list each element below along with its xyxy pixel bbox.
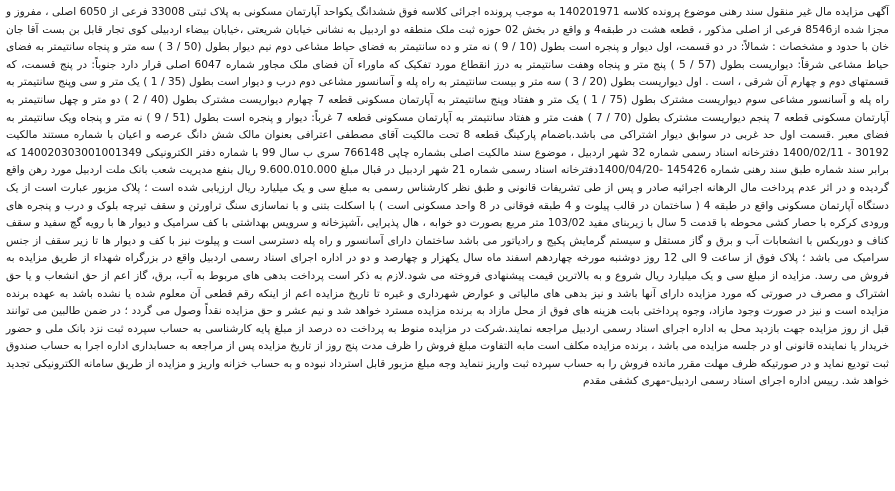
auction-notice-body: آگهی مزایده مال غیر منقول سند رهنی موضوع پرونده کلاسه 140201971 به موجب پرونده اجرائی کلاسه فوق ششدانگ یکواحد آپارتمان مسکونی به پلاک ثبتی 33008 فرعی از 6050 اصلی ، مفروز و مجزا شده از8546 فرعی از اصلی مذکور ، قطعه هشت در طبقه4 و واقع در بخش 02 حوزه ثبت ملک منطقه دو اردبیل به نشانی خیابان شریعتی ،خیابان بیضاء اردبیلی کوی تجار قابل بن بست آقا جان خان با حدود و مشخصات : شمالاً: در دو قسمت، اول دیوار و پنجره است بطول (10 / 9 ) نه متر و ده سانتیمتر به فضای حیاط مشاعی دوم نیم دیوار بطول (50 / 3 ) سه متر و پنجاه سانتیمتر به فضای حیاط مشاعی شرقاً: دیواریست بطول (57 / 5 ) پنج متر و پنجاه وهفت سانتیمتر به درز انقطاع مورد تفکیک که ماوراء آن فضای ملک مجاور شماره 6047 اصلی قرار دارد جنوباً: در پنج قسمت، که قسمتهای دوم و چهارم آن شرقی ، است . اول دیواریست بطول (20 / 3 ) سه متر و بیست سانتیمتر به راه پله و آسانسور مشاعی دوم درب و دیوار است بطول (35 / 1 ) یک متر و سی وپنج سانتیمتر به راه پله و آسانسور مشاعی سوم دیواریست مشترک بطول (75 / 1 ) یک متر و هفتاد وپنج سانتیمتر به آپارتمان مسکونی قطعه 7 چهارم دیواریست مشترک بطول (40 / 2 ) دو متر و چهل سانتیمتر به آپارتمان مسکونی قطعه 7 پنجم دیواریست مشترک بطول (70 / 7 ) هفت متر و هفتاد سانتیمتر به آپارتمان مسکونی قطعه 7 غرباً: دیوار و پنجره است بطول (51 / 9 ) نه متر و پنجاه ویک سانتیمتر به فضای معبر .قسمت اول حد غربی در سوابق دیوار اشتراکی می باشد.باضمام پارکینگ قطعه 8 تحت مالکیت آقای مصطفی اعترافی بعنوان مالک شش دانگ عرصه و اعیان با شماره مستند مالکیت 30192 - 1400/02/11 دفترخانه اسناد رسمی شماره 32 شهر اردبیل ، موضوع سند مالکیت اصلی بشماره چاپی 766148 سری ب سال 99 با شماره دفتر الکترونیکی 140020303001001349 که برابر سند شماره طبق سند رهنی شماره 145426 -1400/04/20دفترخانه اسناد رسمی شماره 21 شهر اردبیل در قبال مبلغ 9.600.010.000 ریال بنفع مدیریت شعب بانک ملت اردبیل مورد رهن واقع گردیده و در اثر عدم پرداخت مال الرهانه اجرائیه صادر و پس از طی تشریفات قانونی و طبق نظر کارشناس رسمی به مبلغ سی و یک میلیارد ریال ارزیابی شده است ؛ پلاک مزبور عبارت است از یک دستگاه آپارتمان مسکونی واقع در طبقه 4 ( ساختمان در قالب پیلوت و 4 طبقه فوقانی در 8 واحد مسکونی است ) با اسکلت بتنی و با نماسازی سنگ تراورتن و سقف تیرچه بلوک و درب و پنجره های ورودی کرکره با حصار کشی محوطه با قدمت 5 سال با زیربنای مفید 103/02 متر مربع بصورت دو خوابه ، هال پذیرایی ،آشپزخانه و سرویس بهداشتی با کف سرامیک و دیوار ها با رویه گچ سفید و سقف کناف و دوربکس با انشعابات آب و برق و گاز مستقل و سیستم گرمایش پکیج و رادیاتور می باشد ساختمان دارای آسانسور و راه پله دسترسی است و پیلوت نیز با کف و دیوار ها تا زیر سقف از جنس سرامیک می باشد ؛ پلاک فوق از ساعت 9 الی 12 روز دوشنبه مورخه چهاردهم اسفند ماه سال یکهزار و چهارصد و دو در اداره اجرای اسناد رسمی اردبیل واقع در بزرگراه شهداء از طریق مزایده به فروش می رسد. مزایده از مبلغ سی و یک میلیارد ریال شروع و به بالاترین قیمت پیشنهادی فروخته می شود.لازم به ذکر است پرداخت بدهی های مربوط به آب، برق، گاز اعم از حق انشعاب و یا حق اشتراک و مصرف در صورتی که مورد مزایده دارای آنها باشد و نیز بدهی های مالیاتی و عوارض شهرداری و غیره تا تاریخ مزایده اعم از اینکه رقم قطعی آن معلوم شده یا نشده باشد به عهده برنده مزایده است و نیز در صورت وجود مازاد، وجوه پرداختی بابت هزینه های فوق از محل مازاد به برنده مزایده مسترد خواهد شد و نیم عشر و حق مزایده نقداً وصول می گردد ؛ در ضمن طالبین می توانند قبل از روز مزایده جهت بازدید محل به اداره اجرای اسناد رسمی اردبیل مراجعه نمایند.شرکت در مزایده منوط به پرداخت ده درصد از مبلغ پایه کارشناسی به حساب سپرده ثبت نزد بانک ملی و حضور خریدار یا نماینده قانونی او در جلسه مزایده می باشد ، برنده مزایده مکلف است مابه التفاوت مبلغ فروش را ظرف مدت پنج روز از تاریخ مزایده پس از مراجعه به حسابداری اداره اجرا به حساب صندوق ثبت تودیع نماید و در صورتیکه ظرف مهلت مقرر مانده فروش را به حساب سپرده ثبت واریز ننماید وجه مبلغ مزبور قابل استرداد نبوده و به حساب خزانه واریز و مزایده از طریق سامانه الکترونیکی تجدید خواهد شد. رییس اداره اجرای اسناد رسمی اردبیل-مهری کشفی مقدم	[6, 6, 890, 388]
